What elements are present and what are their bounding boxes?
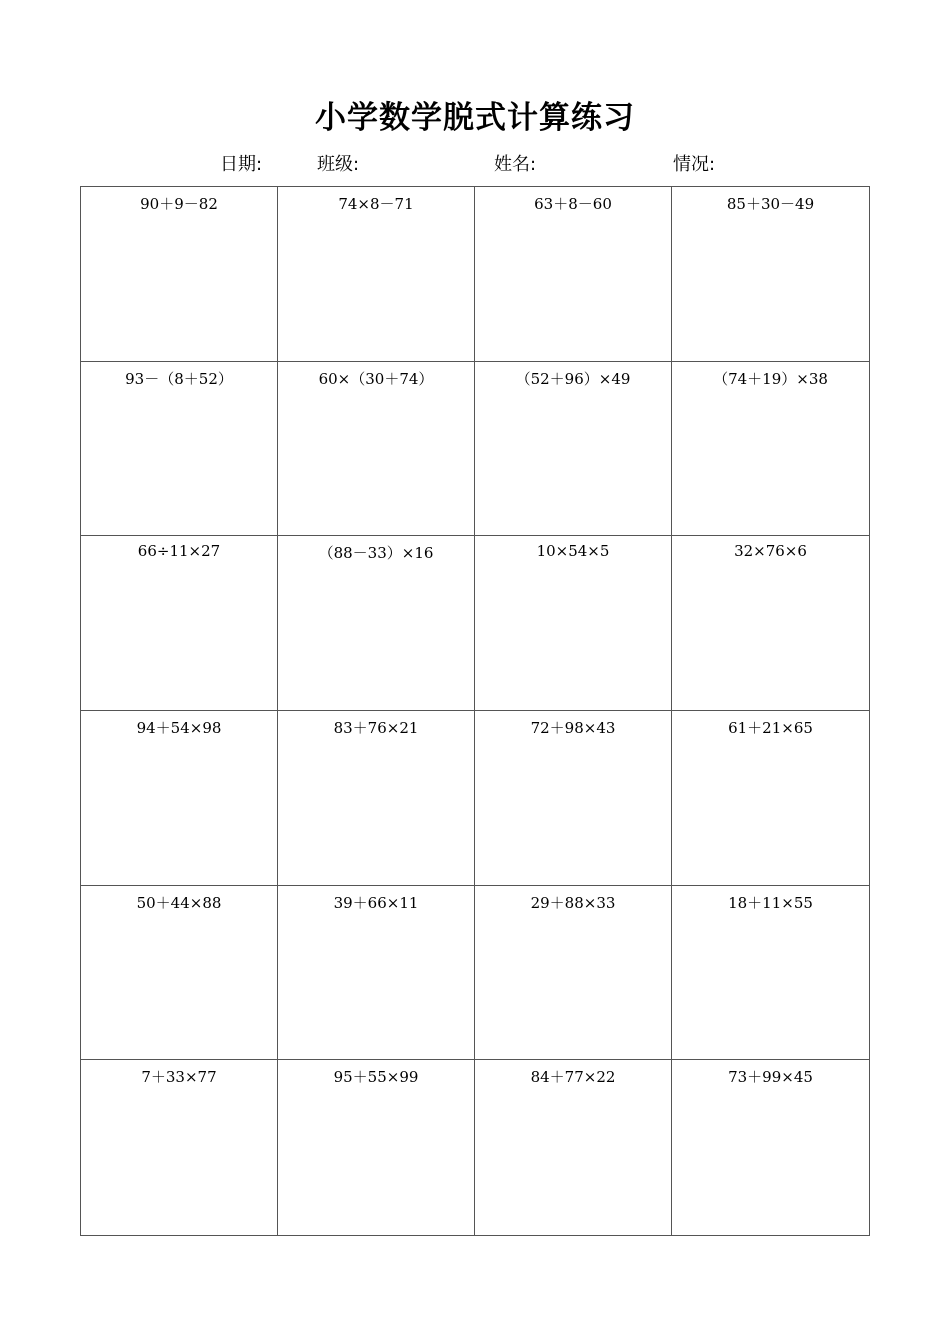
problem-cell: 66÷11×27 <box>81 536 278 711</box>
problem-cell: 60×（30＋74） <box>278 362 475 537</box>
problem-cell: 94＋54×98 <box>81 711 278 886</box>
problem-cell: 32×76×6 <box>672 536 869 711</box>
problem-cell: （88－33）×16 <box>278 536 475 711</box>
problem-cell: 74×8－71 <box>278 187 475 362</box>
status-label: 情况: <box>673 154 716 175</box>
name-label: 姓名: <box>494 154 537 175</box>
problem-cell: （74＋19）×38 <box>672 362 869 537</box>
problem-cell: 90＋9－82 <box>81 187 278 362</box>
problem-cell: 93－（8＋52） <box>81 362 278 537</box>
problem-cell: 7＋33×77 <box>81 1060 278 1235</box>
problem-cell: 72＋98×43 <box>475 711 672 886</box>
class-label: 班级: <box>317 154 360 175</box>
problem-cell: 61＋21×65 <box>672 711 869 886</box>
page-title: 小学数学脱式计算练习 <box>315 100 635 136</box>
problem-cell: 63＋8－60 <box>475 187 672 362</box>
problem-cell: 39＋66×11 <box>278 886 475 1061</box>
problem-cell: 29＋88×33 <box>475 886 672 1061</box>
problem-cell: 50＋44×88 <box>81 886 278 1061</box>
problem-cell: 83＋76×21 <box>278 711 475 886</box>
problem-grid <box>80 186 870 1236</box>
problem-cell: 95＋55×99 <box>278 1060 475 1235</box>
problem-cell: 10×54×5 <box>475 536 672 711</box>
date-label: 日期: <box>220 154 263 175</box>
problem-cell: （52＋96）×49 <box>475 362 672 537</box>
problem-cell: 18＋11×55 <box>672 886 869 1061</box>
problem-cell: 84＋77×22 <box>475 1060 672 1235</box>
problem-cell: 85＋30－49 <box>672 187 869 362</box>
problem-cell: 73＋99×45 <box>728 1068 813 1087</box>
